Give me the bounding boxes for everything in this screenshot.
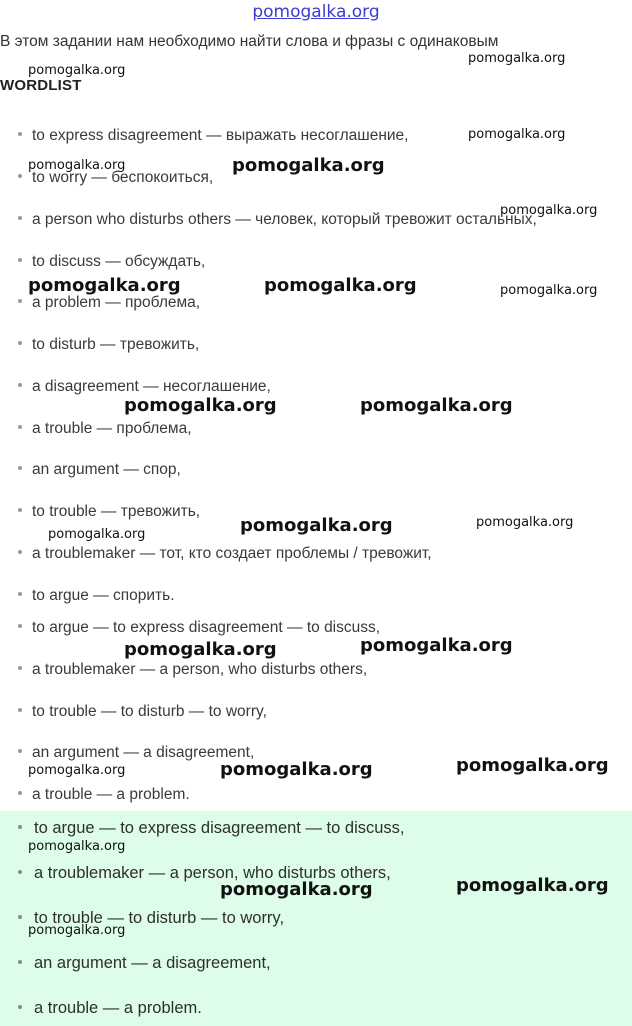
watermark: pomogalka.org — [28, 839, 126, 854]
list-item: a trouble — проблема, — [18, 420, 192, 438]
list-item: to argue — спорить. — [18, 587, 175, 605]
watermark: pomogalka.org — [240, 515, 393, 536]
bullet-icon — [18, 666, 22, 670]
bullet-icon — [18, 791, 22, 795]
bullet-icon — [18, 174, 22, 178]
header-watermark-link[interactable]: pomogalka.org — [252, 2, 380, 22]
watermark: pomogalka.org — [220, 759, 373, 780]
bullet-icon — [18, 592, 22, 596]
watermark: pomogalka.org — [28, 63, 126, 78]
watermark: pomogalka.org — [124, 395, 277, 416]
watermark: pomogalka.org — [48, 527, 146, 542]
bullet-icon — [18, 825, 22, 829]
bullet-icon — [18, 132, 22, 136]
answer-item: to trouble — to disturb — to worry, — [18, 909, 284, 928]
answer-item: an argument — a disagreement, — [18, 954, 271, 973]
list-item: to argue — to express disagreement — to discuss, — [18, 619, 380, 637]
bullet-icon — [18, 1005, 22, 1009]
answer-item: to argue — to express disagreement — to discuss, — [18, 819, 405, 838]
watermark: pomogalka.org — [28, 923, 126, 938]
watermark: pomogalka.org — [124, 639, 277, 660]
bullet-icon — [18, 550, 22, 554]
watermark: pomogalka.org — [28, 275, 181, 296]
bullet-icon — [18, 960, 22, 964]
section-title: WORDLIST — [0, 77, 82, 94]
list-item: to discuss — обсуждать, — [18, 253, 205, 271]
intro-text: В этом задании нам необходимо найти слова и фразы с одинаковым — [0, 33, 499, 50]
list-item: to express disagreement — выражать несоглашение, — [18, 127, 409, 145]
bullet-icon — [18, 708, 22, 712]
watermark: pomogalka.org — [28, 763, 126, 778]
bullet-icon — [18, 341, 22, 345]
list-item: to disturb — тревожить, — [18, 336, 199, 354]
bullet-icon — [18, 299, 22, 303]
watermark: pomogalka.org — [476, 515, 574, 530]
watermark: pomogalka.org — [232, 155, 385, 176]
list-item: an argument — a disagreement, — [18, 744, 254, 762]
bullet-icon — [18, 508, 22, 512]
bullet-icon — [18, 466, 22, 470]
bullet-icon — [18, 624, 22, 628]
list-item: to worry — беспокоиться, — [18, 169, 213, 187]
bullet-icon — [18, 870, 22, 874]
list-item: a troublemaker — a person, who disturbs others, — [18, 661, 367, 679]
bullet-icon — [18, 258, 22, 262]
list-item: to trouble — to disturb — to worry, — [18, 703, 267, 721]
list-item: a trouble — a problem. — [18, 786, 190, 804]
watermark: pomogalka.org — [500, 283, 598, 298]
bullet-icon — [18, 383, 22, 387]
watermark: pomogalka.org — [360, 395, 513, 416]
list-item: a problem — проблема, — [18, 294, 200, 312]
answer-item: a trouble — a problem. — [18, 999, 202, 1018]
list-item: an argument — спор, — [18, 461, 181, 479]
bullet-icon — [18, 425, 22, 429]
bullet-icon — [18, 216, 22, 220]
watermark: pomogalka.org — [220, 879, 373, 900]
watermark: pomogalka.org — [264, 275, 417, 296]
watermark: pomogalka.org — [500, 203, 598, 218]
answer-item: a troublemaker — a person, who disturbs others, — [18, 864, 391, 883]
watermark: pomogalka.org — [468, 127, 566, 142]
list-item: to trouble — тревожить, — [18, 503, 200, 521]
watermark: pomogalka.org — [468, 51, 566, 66]
bullet-icon — [18, 749, 22, 753]
list-item: a troublemaker — тот, кто создает проблемы / тревожит, — [18, 545, 432, 563]
watermark: pomogalka.org — [360, 635, 513, 656]
watermark: pomogalka.org — [456, 875, 609, 896]
list-item: a disagreement — несоглашение, — [18, 378, 271, 396]
list-item: a person who disturbs others — человек, который тревожит остальных, — [18, 211, 537, 229]
watermark: pomogalka.org — [28, 158, 126, 173]
bullet-icon — [18, 915, 22, 919]
watermark: pomogalka.org — [456, 755, 609, 776]
